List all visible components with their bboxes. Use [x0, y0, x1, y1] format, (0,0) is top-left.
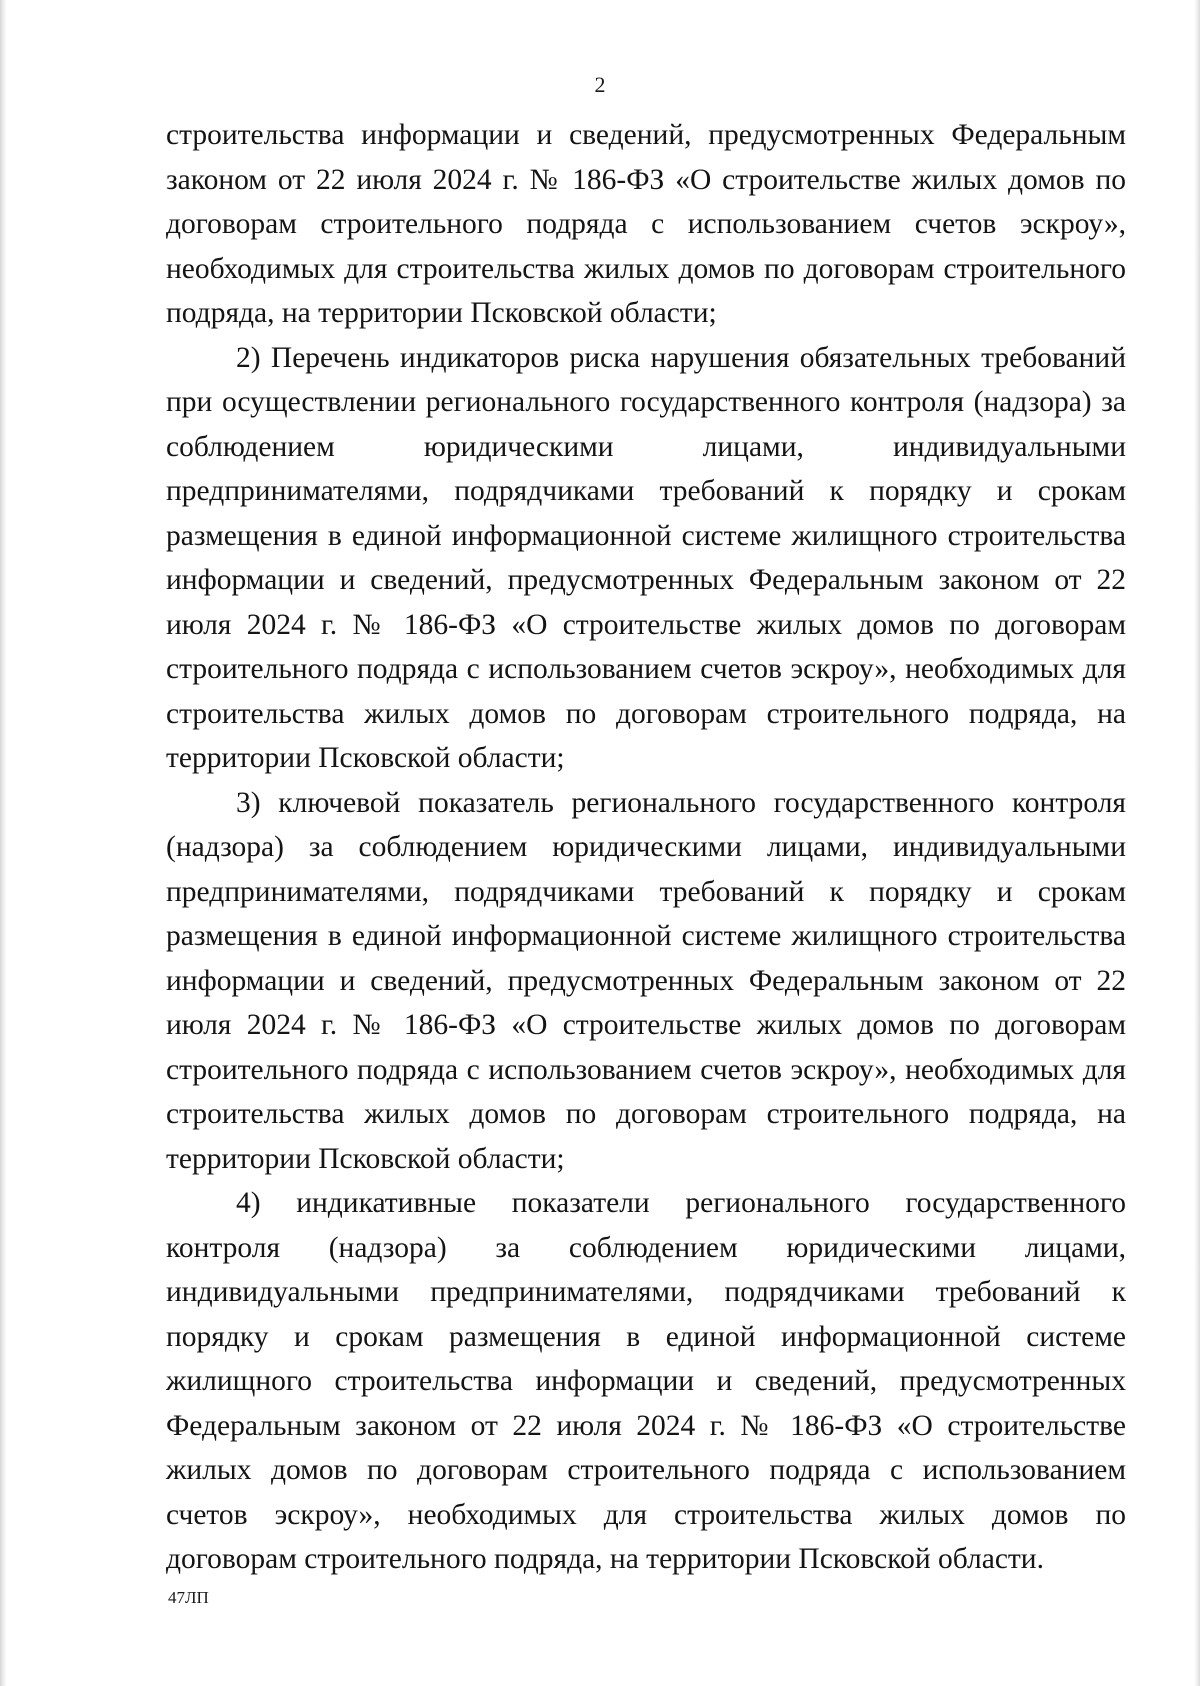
paragraph-continuation: строительства информации и сведений, предусмотренных Федеральным законом от 22 июля 2024 г. № 186-ФЗ «О строительстве жилых домов по договорам строительного подряда с использованием счетов эскроу», необходимых для строительства жилых домов по договорам строительного подряда, на территории Псковской области;	[166, 119, 1126, 329]
paragraph-item-3: 3) ключевой показатель регионального государственного контроля (надзора) за соблюдением юридическими лицами, индивидуальными предпринимателями, подрядчиками требований к порядку и срокам размещения в единой информационной системе жилищного строительства информации и сведений, предусмотренных Федеральным законом от 22 июля 2024 г. № 186-ФЗ «О строительстве жилых домов по договорам строительного подряда с использованием счетов эскроу», необходимых для строительства жилых домов по договорам строительного подряда, на территории Псковской области;	[166, 786, 1126, 1175]
scan-right-edge	[1194, 0, 1200, 1686]
document-code: 47ЛП	[168, 1588, 209, 1607]
document-body	[166, 113, 1126, 1582]
page-number: 2	[594, 72, 606, 97]
paragraph-item-4: 4) индикативные показатели регионального государственного контроля (надзора) за соблюдением юридическими лицами, индивидуальными предпринимателями, подрядчиками требований к порядку и срокам размещения в единой информационной системе жилищного строительства информации и сведений, предусмотренных Федеральным законом от 22 июля 2024 г. № 186-ФЗ «О строительстве жилых домов по договорам строительного подряда с использованием счетов эскроу», необходимых для строительства жилых домов по договорам строительного подряда, на территории Псковской области.	[166, 1187, 1126, 1575]
paragraph-item-2: 2) Перечень индикаторов риска нарушения обязательных требований при осуществлении регионального государственного контроля (надзора) за соблюдением юридическими лицами, индивидуальными предпринимателями, подрядчиками требований к порядку и срокам размещения в единой информационной системе жилищного строительства информации и сведений, предусмотренных Федеральным законом от 22 июля 2024 г. № 186-ФЗ «О строительстве жилых домов по договорам строительного подряда с использованием счетов эскроу», необходимых для строительства жилых домов по договорам строительного подряда, на территории Псковской области;	[166, 341, 1126, 774]
scan-left-edge	[0, 0, 7, 1686]
